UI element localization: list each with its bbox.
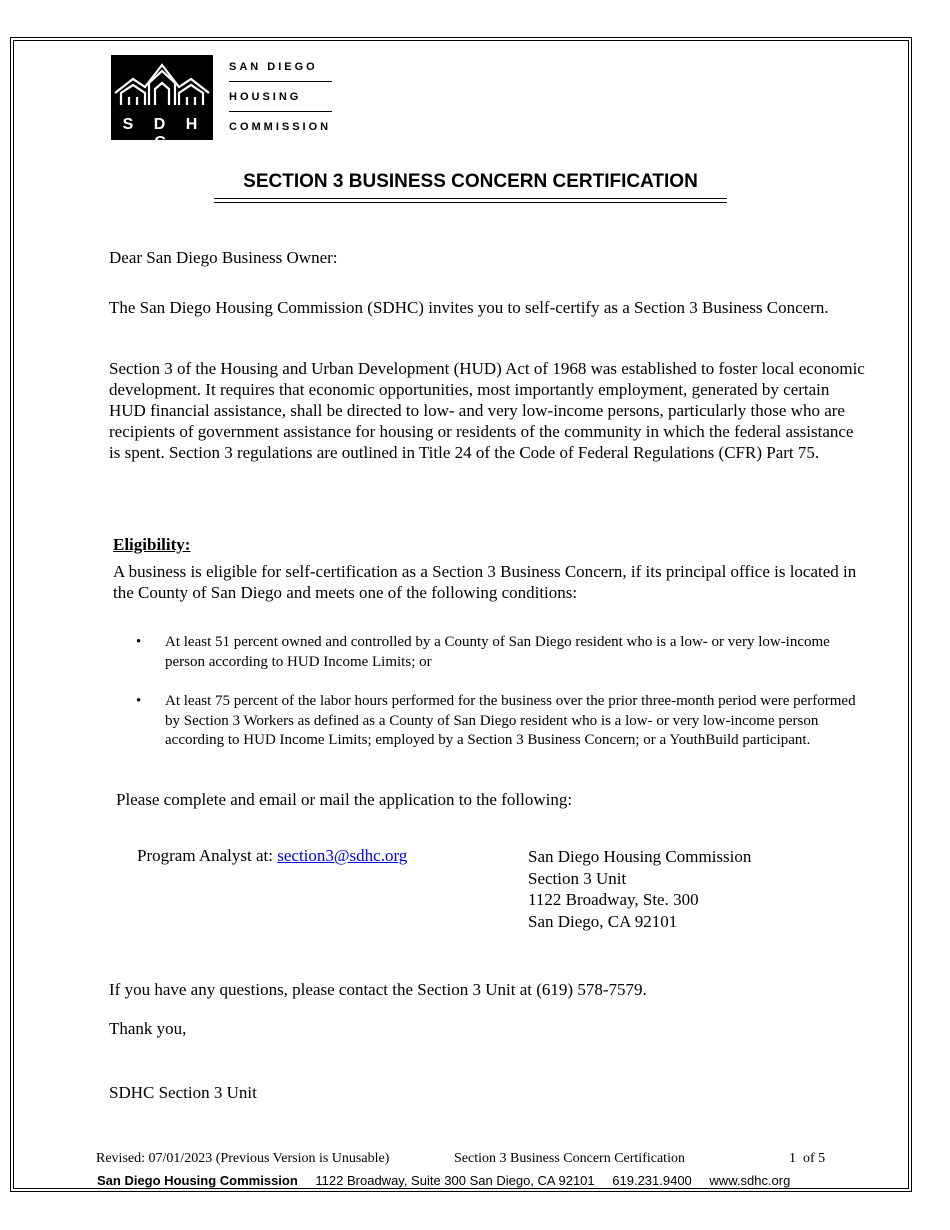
address-line: 1122 Broadway, Ste. 300 [528, 890, 699, 909]
logo-text-line3: COMMISSION [229, 121, 332, 133]
address-line: San Diego Housing Commission [528, 847, 752, 866]
logo-letters: S D H C [122, 116, 206, 151]
footer-org: San Diego Housing Commission [97, 1173, 298, 1188]
conditions-list [136, 692, 856, 751]
conditions-list [136, 633, 856, 672]
signature: SDHC Section 3 Unit [109, 1083, 257, 1102]
contact-label: Program Analyst at: [137, 846, 278, 865]
address-line: Section 3 Unit [528, 868, 627, 888]
bullet-icon: • [136, 634, 142, 650]
title-underline [214, 198, 727, 199]
logo-divider [229, 81, 332, 82]
eligibility-heading: Eligibility: [113, 535, 191, 554]
mailing-address [528, 846, 751, 932]
closing: Thank you, [109, 1019, 187, 1038]
title-underline [214, 202, 727, 203]
bullet-icon: • [136, 693, 142, 709]
footer-address: 1122 Broadway, Suite 300 San Diego, CA 92101 [315, 1173, 595, 1188]
footer-website[interactable]: www.sdhc.org [709, 1173, 791, 1188]
contact-email-line [137, 846, 407, 866]
houses-icon [111, 55, 213, 115]
logo-text-line1: SAN DIEGO [229, 61, 318, 73]
logo-divider [229, 111, 332, 112]
footer-phone: 619.231.9400 [612, 1173, 692, 1188]
eligibility-text: A business is eligible for self-certification as a Section 3 Business Concern, if its principal office is located in the County of San Diego and meets one of the following conditions: [113, 562, 857, 602]
footer-contact-bar [97, 1173, 804, 1188]
salutation: Dear San Diego Business Owner: [109, 248, 338, 267]
intro-paragraph: The San Diego Housing Commission (SDHC) invites you to self-certify as a Section 3 Business Concern. [109, 298, 829, 317]
questions-text: If you have any questions, please contact the Section 3 Unit at (619) 578-7579. [109, 980, 647, 999]
condition-text: At least 51 percent owned and controlled by a County of San Diego resident who is a low- or very low-income person according to HUD Income Limits; or [165, 634, 830, 670]
footer-doc-title: Section 3 Business Concern Certification [454, 1151, 685, 1166]
instructions: Please complete and email or mail the application to the following: [116, 790, 573, 809]
list-item [136, 633, 856, 672]
sdhc-logo [111, 55, 341, 151]
logo-text-line2: HOUSING [229, 91, 302, 103]
email-link[interactable]: section3@sdhc.org [277, 846, 408, 865]
condition-text: At least 75 percent of the labor hours performed for the business over the prior three-month period were performed by Section 3 Workers as defined as a County of San Diego resident who is a low- or very low-income person according to HUD Income Limits; employed by a Section 3 Business Concern; or a YouthBuild participant. [165, 693, 856, 748]
document-title: SECTION 3 BUSINESS CONCERN CERTIFICATION [243, 171, 698, 192]
page-number: 1 of 5 [789, 1151, 826, 1166]
logo-mark [111, 55, 213, 151]
list-item [136, 692, 856, 751]
background-paragraph: Section 3 of the Housing and Urban Development (HUD) Act of 1968 was established to foster local economic development. It requires that economic opportunities, most importantly employment, generated by certain HUD financial assistance, shall be directed to low- and very low-income persons, particularly those who are recipients of government assistance for housing or residents of the community in which the federal assistance is spent. Section 3 regulations are outlined in Title 24 of the Code of Federal Regulations (CFR) Part 75. [109, 359, 865, 462]
address-line: San Diego, CA 92101 [528, 911, 678, 931]
revision-note: Revised: 07/01/2023 (Previous Version is Unusable) [96, 1151, 390, 1166]
